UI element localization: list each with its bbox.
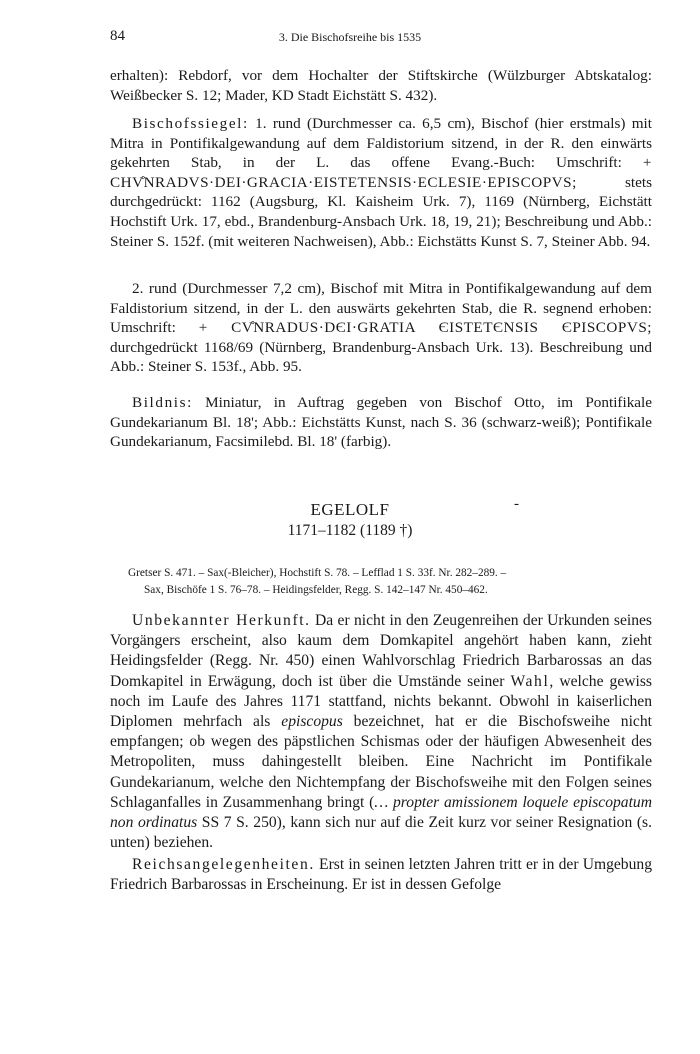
bibliography-line: Sax, Bischöfe 1 S. 76–78. – Heidingsfelder, Regg. S. 142–147 Nr. 450–462. <box>144 584 488 596</box>
paragraph-text: , welche gewiss noch im Laufe des Jahres 1171 stattfand, nichts bekannt. Obwohl in kaiserlichen Diplomen mehrfach als <box>110 672 652 731</box>
paragraph-text: SS 7 S. 250), kann sich nur auf die Zeit kurz vor seiner Resignation (s. unten) beziehen. <box>110 814 652 852</box>
section-label-siegel: Bischofssiegel: <box>132 115 249 132</box>
section-label-bildnis: Bildnis: <box>132 394 193 411</box>
paragraph-bischofssiegel <box>110 114 652 251</box>
paragraph-text: Erst in seinen letzten Jahren tritt er in der Umgebung Friedrich Barbarossas in Erscheinung. Er ist in dessen Gefolge <box>110 856 652 894</box>
paragraph-reichsangelegenheiten <box>110 855 652 895</box>
paragraph-text: bezeichnet, hat er die Bischofsweihe nicht empfangen; ob wegen des päpstlichen Schismas oder der häufigen Abwesenheit des Metropoliten, muss dahingestellt bleiben. Eine Nachricht im Pontifikale Gundekarianum, welche den Nichtempfang der Bischofsweihe mit den Folgen seines Schlaganfalles in Zusammenhang bringt ( <box>110 713 652 811</box>
section-label-reich: Reichsangelegenheiten. <box>132 856 315 873</box>
running-head: 3. Die Bischofsreihe bis 1535 <box>278 30 422 44</box>
paragraph-text: Miniatur, in Auftrag gegeben von Bischof Otto, im Pontifikale Gundekarianum Bl. 18'; Abb.: Eichstätts Kunst, nach S. 36 (schwarz-weiß); Pontifikale Gundekarianum, Facsimilebd. Bl. 18' (farbig). <box>110 394 652 451</box>
paragraph-siegel-2 <box>110 279 652 377</box>
entry-name: EGELOLF <box>310 500 390 519</box>
section-label-herkunft: Unbekannter Herkunft. <box>132 612 311 629</box>
entry-dates: 1171–1182 (1189 †) <box>287 522 413 539</box>
paragraph-text: 1. rund (Durchmesser ca. 6,5 cm), Bischof (hier erstmals) mit Mitra in Pontifikalgewandung auf dem Faldistorium sitzend, in der R. den einwärts gekehrten Stab, in der L. das offene Evang.-Buch: Umschrift: <box>110 115 652 172</box>
seal-inscription-1: + CHV̊NRADVS·DEI·GRACIA·EISTETENSIS·ECLESIE·EPISCOPVS; <box>110 154 652 191</box>
latin-term: episcopus <box>281 713 343 731</box>
paragraph-herkunft <box>110 611 652 853</box>
latin-quote: … propter amissionem loquele episcopatum non ordinatus <box>110 793 652 832</box>
bibliography-line: Gretser S. 471. – Sax(-Bleicher), Hochstift S. 78. – Lefflad 1 S. 33f. Nr. 282–289. – <box>128 567 507 579</box>
paragraph-text: erhalten): Rebdorf, vor dem Hochalter der Stiftskirche (Wülzburger Abtskatalog: Weißbecker S. 12; Mader, KD Stadt Eichstätt S. 432). <box>110 67 652 104</box>
seal-inscription-2: + CV̊NRADUS·DЄI·GRATIA ЄISTETЄNSIS ЄPISCOPVS; <box>198 319 652 337</box>
paragraph-text: stets durchgedrückt: 1162 (Augsburg, Kl. Kaisheim Urk. 7), 1169 (Nürnberg, Eichstätt Hochstift Urk. 17, ebd., Brandenburg-Ansbach Urk. 18, 19, 21); Beschreibung und Abb.: Steiner S. 152f. (mit weiteren Nachweisen), Abb.: Eichstätts Kunst S. 7, Steiner Abb. 94. <box>110 173 652 250</box>
paragraph-text: 2. rund (Durchmesser 7,2 cm), Bischof mit Mitra in Pontifikalgewandung auf dem Faldistorium sitzend, in der L. den auswärts gekehrten Stab, die R. segnend erhoben: Umschrift: <box>110 280 652 337</box>
paragraph-text: Da er nicht in den Zeugenreihen der Urkunden seines Vorgängers erscheint, also kaum dem Domkapitel angehört haben kann, zieht Heidingsfelder (Regg. Nr. 450) einen Wahlvorschlag Friedrich Barbarossas an das Domkapitel in Erwägung, doch ist über die Umstände seiner <box>110 612 652 690</box>
page-number: 84 <box>110 28 125 44</box>
stray-dash: - <box>514 496 519 512</box>
spaced-word-wahl: Wahl <box>510 672 550 690</box>
paragraph-text: durchgedrückt 1168/69 (Nürnberg, Brandenburg-Ansbach Urk. 13). Beschreibung und Abb.: Steiner S. 153f., Abb. 95. <box>110 338 652 376</box>
bibliography <box>128 565 650 599</box>
paragraph-bildnis <box>110 393 652 452</box>
paragraph-erhalten <box>110 66 652 105</box>
